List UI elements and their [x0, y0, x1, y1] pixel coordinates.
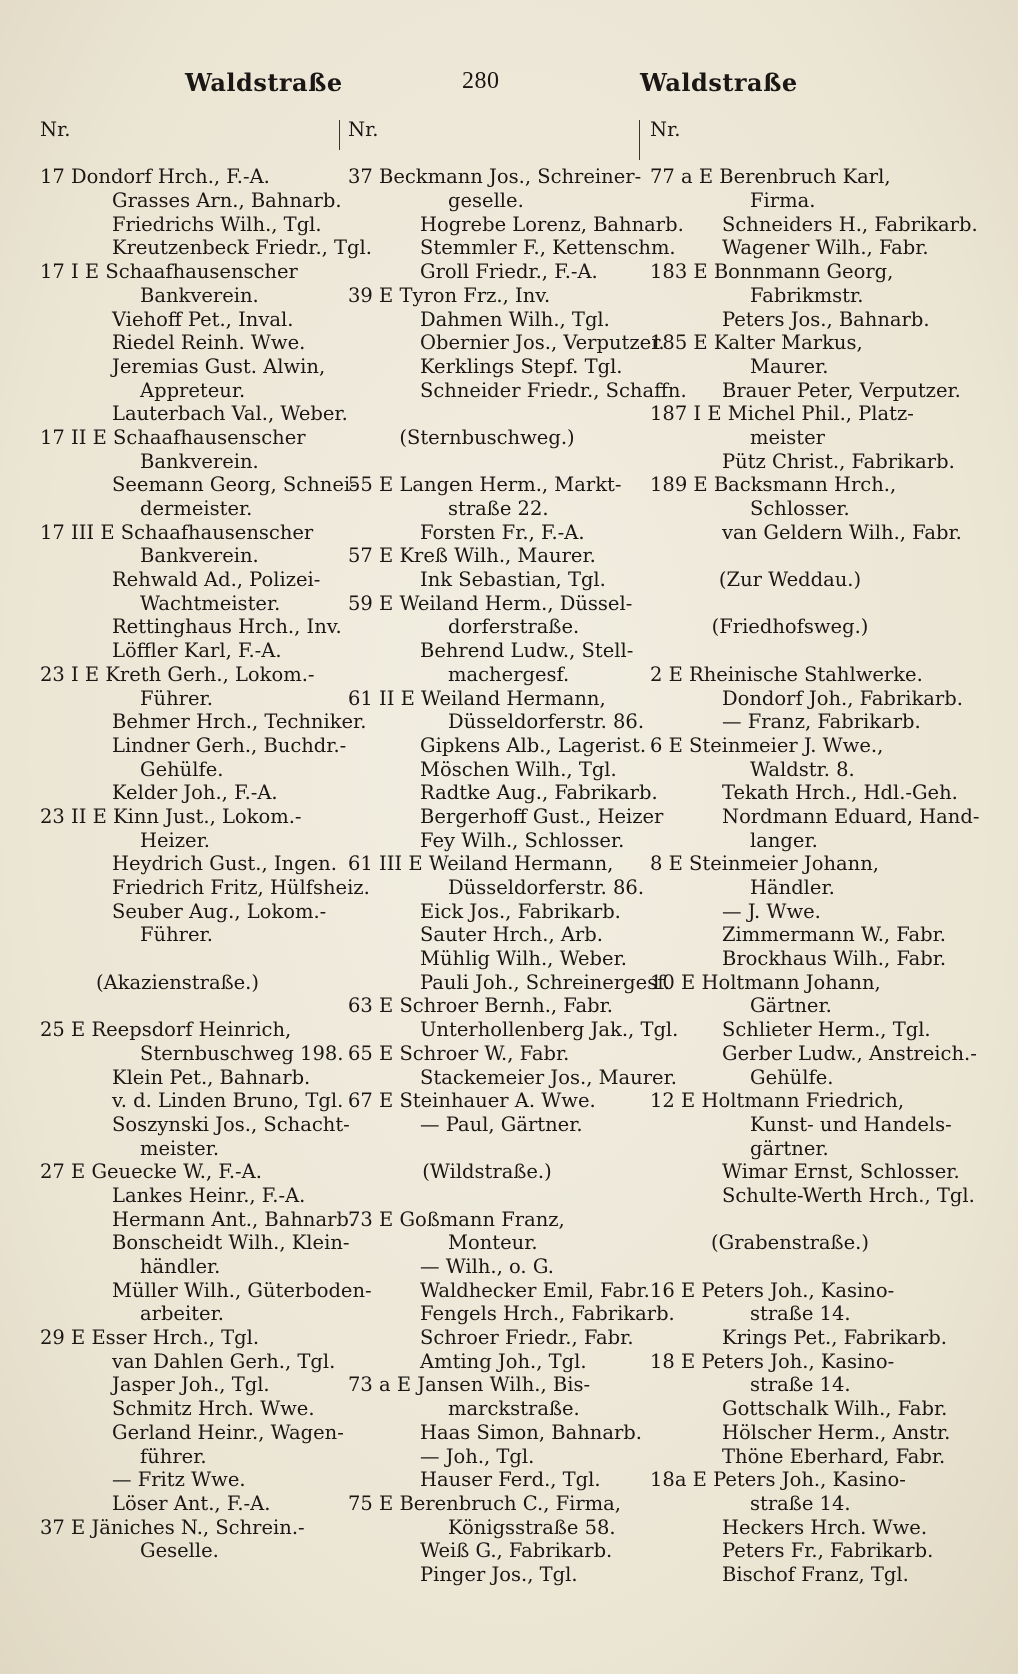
entry-line: Führer.: [140, 686, 213, 710]
entry-line: Hermann Ant., Bahnarb.: [112, 1207, 356, 1231]
entry-line: Rehwald Ad., Polizei-: [112, 568, 321, 592]
entry-line: 73 a E Jansen Wilh., Bis-: [348, 1373, 591, 1397]
entry-line: 18a E Peters Joh., Kasino-: [650, 1468, 906, 1492]
entry-line: 6 E Steinmeier J. Wwe.,: [650, 733, 884, 757]
blank-line: [40, 142, 335, 166]
entry-line: — Fritz Wwe.: [112, 1468, 246, 1492]
header-street-left: Waldstraße: [185, 68, 343, 97]
section-heading: (Sternbuschweg.): [399, 425, 575, 449]
entry-line: Schneider Friedr., Schaffn.: [420, 378, 687, 402]
entry-line: Pauli Joh., Schreinergesf.: [420, 970, 670, 994]
entry-line: 63 E Schroer Bernh., Fabr.: [348, 994, 614, 1018]
column-label: Nr.: [650, 118, 681, 141]
entry-line: Rettinghaus Hrch., Inv.: [112, 615, 342, 639]
section-heading: (Akazienstraße.): [96, 970, 259, 994]
header-street-right: Waldstraße: [640, 68, 798, 97]
entry-line: Gerber Ludw., Anstreich.-: [722, 1041, 977, 1065]
entry-line: Firma.: [750, 189, 816, 213]
entry-line: Weiß G., Fabrikarb.: [420, 1539, 613, 1563]
entry-line: Pinger Jos., Tgl.: [420, 1562, 578, 1586]
entry-line: 55 E Langen Herm., Markt-: [348, 473, 622, 497]
entry-line: dorferstraße.: [448, 615, 580, 639]
blank-line: [650, 544, 950, 568]
blank-line: [650, 142, 950, 166]
entry-line: machergesf.: [448, 662, 570, 686]
entry-line: Klein Pet., Bahnarb.: [112, 1065, 311, 1089]
entry-line: Radtke Aug., Fabrikarb.: [420, 781, 658, 805]
entry-line: führer.: [140, 1444, 207, 1468]
entry-line: Königsstraße 58.: [448, 1515, 616, 1539]
entry-line: Schlieter Herm., Tgl.: [722, 1018, 931, 1042]
entry-line: 23 I E Kreth Gerh., Lokom.-: [40, 662, 315, 686]
entry-line: 65 E Schroer W., Fabr.: [348, 1041, 570, 1065]
entry-line: 23 II E Kinn Just., Lokom.-: [40, 804, 302, 828]
entry-line: Lankes Heinr., F.-A.: [112, 1183, 306, 1207]
blank-line: [650, 1255, 950, 1279]
entry-line: geselle.: [448, 189, 524, 213]
blank-line: [348, 1137, 646, 1161]
entry-line: Amting Joh., Tgl.: [420, 1349, 587, 1373]
entry-line: Löffler Karl, F.-A.: [112, 639, 282, 663]
entry-line: Gerland Heinr., Wagen-: [112, 1420, 344, 1444]
entry-line: Seemann Georg, Schnei-: [112, 473, 357, 497]
blank-line: [348, 1184, 646, 1208]
entry-line: Obernier Jos., Verputzer.: [420, 331, 665, 355]
entry-line: — Franz, Fabrikarb.: [722, 710, 921, 734]
entry-line: straße 14.: [750, 1302, 851, 1326]
entry-line: Bonscheidt Wilh., Klein-: [112, 1231, 350, 1255]
section-heading: (Grabenstraße.): [711, 1231, 869, 1255]
entry-line: 67 E Steinhauer A. Wwe.: [348, 1089, 596, 1113]
entry-line: Friedrich Fritz, Hülfsheiz.: [112, 876, 370, 899]
entry-line: — Wilh., o. G.: [420, 1255, 554, 1278]
entry-line: Lindner Gerh., Buchdr.-: [112, 733, 347, 757]
entry-line: Schmitz Hrch. Wwe.: [112, 1397, 315, 1421]
entry-line: Heizer.: [140, 828, 210, 852]
blank-line: [650, 592, 950, 616]
entry-line: Hauser Ferd., Tgl.: [420, 1468, 601, 1492]
blank-line: [348, 142, 646, 166]
entry-line: Peters Fr., Fabrikarb.: [722, 1539, 934, 1563]
entry-line: Viehoff Pet., Inval.: [112, 307, 294, 331]
entry-line: — Joh., Tgl.: [420, 1444, 535, 1468]
entry-line: Nordmann Eduard, Hand-: [722, 804, 980, 828]
entry-line: 17 Dondorf Hrch., F.-A.: [40, 165, 270, 189]
entry-line: Gehülfe.: [750, 1065, 834, 1089]
entry-line: van Geldern Wilh., Fabr.: [722, 520, 962, 544]
entry-line: dermeister.: [140, 497, 253, 520]
blank-line: [40, 994, 335, 1018]
entry-line: Zimmermann W., Fabr.: [722, 923, 946, 947]
entry-line: Bergerhoff Gust., Heizer: [420, 804, 664, 828]
entry-line: straße 14.: [750, 1491, 851, 1515]
entry-line: Ink Sebastian, Tgl.: [420, 568, 606, 592]
entry-line: Bischof Franz, Tgl.: [722, 1562, 909, 1586]
entry-line: Friedrichs Wilh., Tgl.: [112, 212, 322, 236]
entry-line: marckstraße.: [448, 1397, 580, 1421]
entry-line: Mühlig Wilh., Weber.: [420, 947, 627, 971]
entry-line: Wimar Ernst, Schlosser.: [722, 1160, 960, 1184]
entry-line: meister: [750, 425, 825, 449]
entry-line: Löser Ant., F.-A.: [112, 1491, 271, 1515]
entry-line: Waldstr. 8.: [750, 757, 855, 781]
entry-line: 37 Beckmann Jos., Schreiner-: [348, 165, 642, 189]
entry-line: meister.: [140, 1136, 220, 1160]
entry-line: 77 a E Berenbruch Karl,: [650, 165, 891, 189]
entry-line: Pütz Christ., Fabrikarb.: [722, 449, 955, 473]
entry-line: 57 E Kreß Wilh., Maurer.: [348, 544, 596, 568]
entry-line: Krings Pet., Fabrikarb.: [722, 1326, 947, 1350]
entry-line: 187 I E Michel Phil., Platz-: [650, 402, 914, 426]
entry-line: 16 E Peters Joh., Kasino-: [650, 1278, 895, 1302]
entry-line: Seuber Aug., Lokom.-: [112, 899, 327, 923]
section-heading: (Wildstraße.): [422, 1160, 552, 1184]
blank-line: [650, 1208, 950, 1232]
entry-line: straße 14.: [750, 1373, 851, 1397]
entry-line: Stackemeier Jos., Maurer.: [420, 1065, 677, 1089]
entry-line: Bankverein.: [140, 283, 259, 307]
entry-line: langer.: [750, 828, 818, 852]
entry-line: 185 E Kalter Markus,: [650, 331, 863, 355]
entry-line: 183 E Bonnmann Georg,: [650, 260, 894, 284]
entry-line: Müller Wilh., Güterboden-: [112, 1278, 372, 1302]
entry-line: gärtner.: [750, 1136, 829, 1160]
entry-line: Hogrebe Lorenz, Bahnarb.: [420, 212, 684, 236]
entry-line: Soszynski Jos., Schacht-: [112, 1112, 350, 1136]
entry-line: — Paul, Gärtner.: [420, 1112, 583, 1136]
entry-line: Schulte-Werth Hrch., Tgl.: [722, 1183, 975, 1207]
entry-line: Schroer Friedr., Fabr.: [420, 1326, 634, 1350]
entry-line: Gehülfe.: [140, 757, 224, 781]
entry-line: Heckers Hrch. Wwe.: [722, 1515, 928, 1539]
entry-line: Düsseldorferstr. 86.: [448, 876, 645, 899]
entry-line: Peters Jos., Bahnarb.: [722, 307, 930, 331]
entry-line: Behmer Hrch., Techniker.: [112, 710, 367, 734]
entry-line: 27 E Geuecke W., F.-A.: [40, 1160, 262, 1184]
entry-line: Monteur.: [448, 1231, 538, 1255]
entry-line: Jasper Joh., Tgl.: [112, 1373, 270, 1397]
entry-line: Brauer Peter, Verputzer.: [722, 378, 961, 402]
entry-line: Bankverein.: [140, 449, 259, 473]
entry-line: Möschen Wilh., Tgl.: [420, 757, 617, 781]
entry-line: Appreteur.: [140, 378, 246, 402]
entry-line: Düsseldorferstr. 86.: [448, 710, 645, 734]
entry-line: 17 I E Schaafhausenscher: [40, 260, 298, 284]
entry-line: Kelder Joh., F.-A.: [112, 781, 278, 805]
entry-line: 61 II E Weiland Hermann,: [348, 686, 606, 710]
entry-line: — J. Wwe.: [722, 899, 821, 923]
entry-line: 8 E Steinmeier Johann,: [650, 852, 879, 876]
entry-line: Geselle.: [140, 1539, 219, 1563]
entry-line: Bankverein.: [140, 544, 259, 568]
entry-line: 73 E Goßmann Franz,: [348, 1207, 565, 1231]
entry-line: Kunst- und Handels-: [750, 1112, 952, 1136]
column-label: Nr.: [40, 118, 71, 141]
page-number: 280: [462, 68, 500, 94]
entry-line: Fengels Hrch., Fabrikarb.: [420, 1302, 675, 1326]
entry-line: Hölscher Herm., Anstr.: [722, 1420, 951, 1444]
entry-line: v. d. Linden Bruno, Tgl.: [112, 1089, 344, 1113]
entry-line: Thöne Eberhard, Fabr.: [722, 1444, 946, 1468]
entry-line: Gottschalk Wilh., Fabr.: [722, 1397, 948, 1421]
entry-line: Jeremias Gust. Alwin,: [112, 354, 326, 378]
entry-line: 25 E Reepsdorf Heinrich,: [40, 1018, 292, 1042]
entry-line: Lauterbach Val., Weber.: [112, 402, 348, 426]
entry-line: Wachtmeister.: [140, 591, 281, 615]
blank-line: [40, 947, 335, 971]
entry-line: Kreutzenbeck Friedr., Tgl.: [112, 236, 372, 260]
entry-line: Schneiders H., Fabrikarb.: [722, 212, 978, 236]
column-right: [650, 118, 980, 1587]
entry-line: Brockhaus Wilh., Fabr.: [722, 947, 947, 971]
entry-line: Händler.: [750, 876, 835, 899]
entry-line: Gipkens Alb., Lagerist.: [420, 733, 647, 757]
blank-line: [348, 402, 646, 426]
entry-line: Führer.: [140, 923, 213, 947]
entry-line: 12 E Holtmann Friedrich,: [650, 1089, 905, 1113]
entry-line: Maurer.: [750, 354, 829, 378]
entry-line: 18 E Peters Joh., Kasino-: [650, 1349, 895, 1373]
entry-line: 61 III E Weiland Hermann,: [348, 852, 614, 876]
entry-line: Gärtner.: [750, 994, 832, 1018]
entry-line: Grasses Arn., Bahnarb.: [112, 189, 342, 213]
column-divider: [339, 120, 340, 150]
entry-line: Haas Simon, Bahnarb.: [420, 1420, 642, 1444]
entry-line: 29 E Esser Hrch., Tgl.: [40, 1326, 260, 1350]
entry-line: 17 III E Schaafhausenscher: [40, 520, 314, 544]
entry-line: van Dahlen Gerh., Tgl.: [112, 1349, 336, 1373]
entry-line: Schlosser.: [750, 497, 850, 520]
entry-line: 75 E Berenbruch C., Firma,: [348, 1491, 621, 1515]
entry-line: Unterhollenberg Jak., Tgl.: [420, 1018, 679, 1042]
column-middle: [348, 118, 687, 1587]
entry-line: Kerklings Stepf. Tgl.: [420, 354, 623, 378]
column-label: Nr.: [348, 118, 379, 141]
entry-line: Dahmen Wilh., Tgl.: [420, 307, 610, 331]
entry-line: 17 II E Schaafhausenscher: [40, 425, 306, 449]
entry-line: 10 E Holtmann Johann,: [650, 970, 881, 994]
column-left: [40, 118, 372, 1563]
entry-line: Dondorf Joh., Fabrikarb.: [722, 686, 963, 710]
entry-line: Eick Jos., Fabrikarb.: [420, 899, 621, 923]
entry-line: straße 22.: [448, 497, 549, 520]
entry-line: Fey Wilh., Schlosser.: [420, 828, 625, 852]
entry-line: Wagener Wilh., Fabr.: [722, 236, 929, 260]
entry-line: 39 E Tyron Frz., Inv.: [348, 283, 551, 307]
section-heading: (Friedhofsweg.): [711, 615, 869, 639]
entry-line: Behrend Ludw., Stell-: [420, 639, 634, 663]
entry-line: Sauter Hrch., Arb.: [420, 923, 603, 947]
entry-line: 59 E Weiland Herm., Düssel-: [348, 591, 633, 615]
entry-line: Tekath Hrch., Hdl.-Geh.: [722, 781, 958, 805]
entry-line: 37 E Jäniches N., Schrein.-: [40, 1515, 305, 1539]
entry-line: Sternbuschweg 198.: [140, 1041, 344, 1065]
entry-line: Stemmler F., Kettenschm.: [420, 236, 676, 260]
entry-line: händler.: [140, 1255, 221, 1278]
entry-line: Groll Friedr., F.-A.: [420, 260, 598, 284]
entry-line: Forsten Fr., F.-A.: [420, 520, 585, 544]
entry-line: 2 E Rheinische Stahlwerke.: [650, 662, 923, 686]
blank-line: [348, 450, 646, 474]
entry-line: arbeiter.: [140, 1302, 224, 1326]
entry-line: Waldhecker Emil, Fabr.: [420, 1278, 650, 1302]
entry-line: Heydrich Gust., Ingen.: [112, 852, 337, 876]
section-heading: (Zur Weddau.): [718, 568, 862, 592]
entry-line: Riedel Reinh. Wwe.: [112, 331, 306, 355]
entry-line: 189 E Backsmann Hrch.,: [650, 473, 897, 497]
entry-line: Fabrikmstr.: [750, 283, 864, 307]
blank-line: [650, 639, 950, 663]
